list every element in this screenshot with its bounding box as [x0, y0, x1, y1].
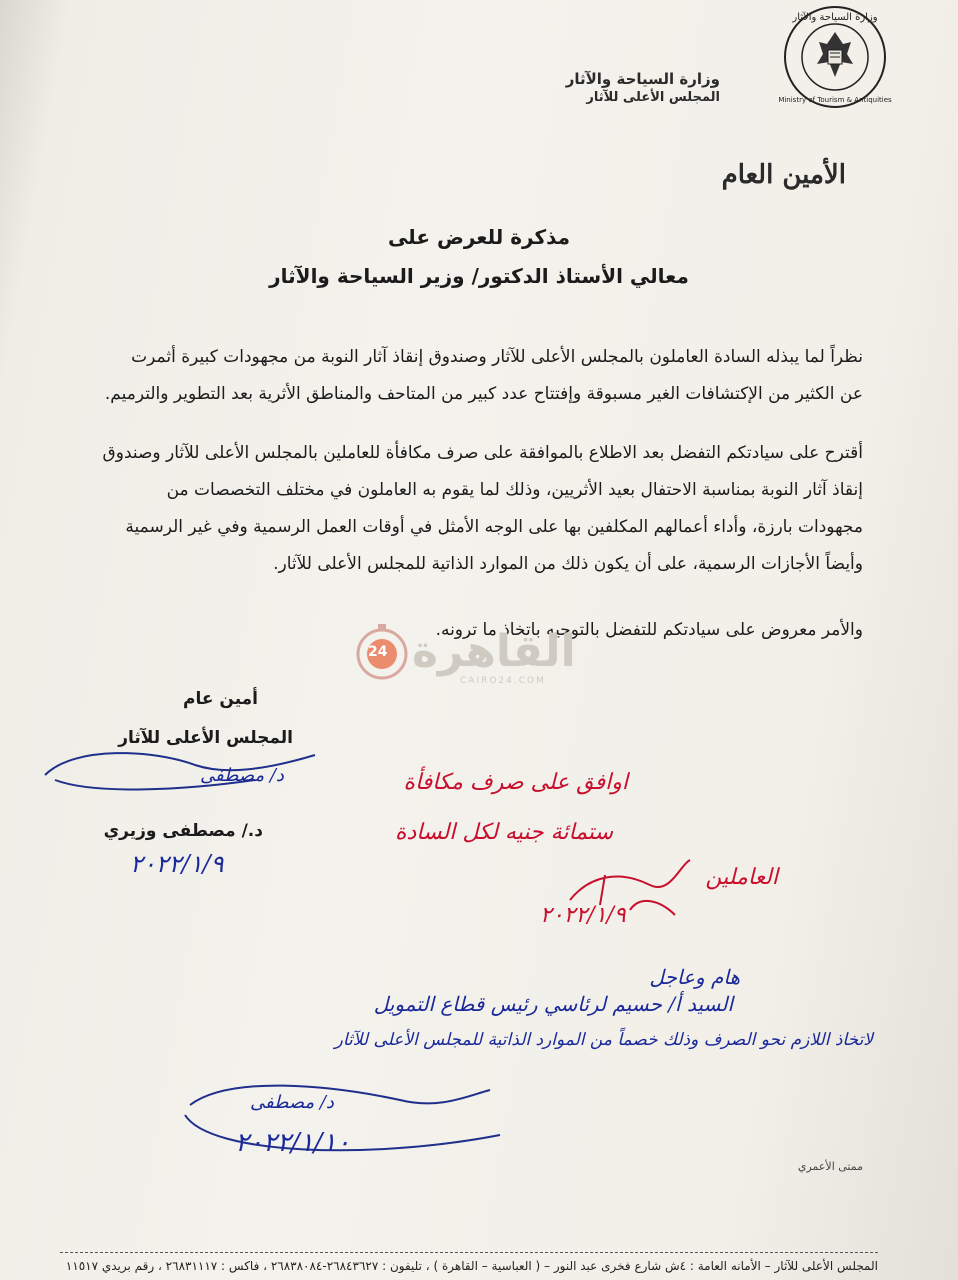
memo-addressee: معالي الأستاذ الدكتور/ وزير السياحة والآثار [269, 264, 689, 288]
signature-scribble-icon [35, 735, 335, 805]
seal-english-text: Ministry of Tourism & Antiquities [778, 96, 892, 104]
seal-arabic-text: وزارة السياحة والآثار [792, 12, 878, 23]
council-name: المجلس الأعلى للآثار [586, 90, 720, 105]
footer-address: المجلس الأعلى للآثار – الأمانه العامة : ٤ش شارع فخرى عبد النور – ( العباسية – القاهرة ) ، تليفون : ٢٦٨٤٣٦٢٧-٢٦٨٣٨٠٨٤ ، فاكس : ٢٦٨٣١١١٧ ، رقم بريدي ١١٥١٧ [65, 1259, 878, 1273]
footer-divider [60, 1252, 878, 1253]
signature-council: المجلس الأعلى للآثار [118, 728, 293, 748]
watermark-arabic: القاهرة [412, 626, 576, 677]
minister-note-line1: اوافق على صرف مكافأة [403, 770, 628, 795]
paragraph-line: إنقاذ آثار النوبة بمناسبة الاحتفال بعيد الأثريين، وذلك لما يقوم به العاملون في مختلف التخصصات من [166, 480, 863, 500]
minister-note-line3: العاملين [705, 865, 778, 890]
watermark [350, 620, 620, 704]
secretary-heading: الأمين العام [721, 160, 846, 190]
memo-paragraph-1 [88, 339, 863, 413]
signature-title: أمين عام [183, 689, 258, 709]
blue-note-signature: د/ مصطفى [250, 1092, 334, 1113]
paragraph-line: أقترح على سيادتكم التفضل بعد الاطلاع بالموافقة على صرف مكافأة للعاملين بالمجلس الأعلى للآثار وصندوق [102, 443, 863, 463]
ministry-letterhead [566, 70, 720, 105]
blue-note-line2: لاتخاذ اللازم نحو الصرف وذلك خصماً من الموارد الذاتية للمجلس الأعلى للآثار [334, 1030, 873, 1050]
minister-note-date: ٢٠٢٢/١/٩ [540, 903, 626, 928]
closing-line: والأمر معروض على سيادتكم للتفضل بالتوجيه باتخاذ ما ترونه. [435, 620, 863, 640]
small-handwritten-mark: ممتى الأعمري [797, 1160, 863, 1173]
memo-title: مذكرة للعرض على [387, 225, 571, 249]
ministry-seal-icon [775, 2, 895, 112]
signature-date: ٢٠٢٢/١/٩ [130, 850, 224, 878]
watermark-number: 24 [368, 644, 388, 660]
watermark-english: CAIRO24.COM [460, 676, 546, 686]
blue-note-line1: السيد أ/ حسيم لرئاسي رئيس قطاع التمويل [373, 992, 733, 1016]
paragraph-line: نظراً لما يبذله السادة العاملون بالمجلس الأعلى للآثار وصندوق إنقاذ آثار النوبة من مجهودات كبيرة أثمرت [131, 347, 863, 367]
ministry-name: وزارة السياحة والآثار [565, 70, 720, 88]
paragraph-line: عن الكثير من الإكتشافات الغير مسبوقة وإفتتاح عدد كبير من المتاحف والمناطق الأثرية بعد التطوير والترميم. [104, 384, 863, 404]
signature-name: د./ مصطفى وزيري [103, 821, 263, 841]
blue-note-urgent: هام وعاجل [649, 965, 740, 989]
blue-note-date: ٢٠٢٢/١/١٠ [235, 1128, 351, 1158]
paragraph-line: وأيضاً الأجازات الرسمية، على أن يكون ذلك من الموارد الذاتية للمجلس الأعلى للآثار. [273, 554, 863, 574]
signature-handwritten: د/ مصطفى [200, 765, 284, 786]
paragraph-line: مجهودات بارزة، وأداء أعمالهم المكلفين بها على الوجه الأمثل في أوقات العمل الرسمية وفي غير الرسمية [125, 517, 863, 537]
minister-note-line2: ستمائة جنيه لكل السادة [394, 820, 613, 845]
memo-paragraph-2 [88, 435, 863, 583]
